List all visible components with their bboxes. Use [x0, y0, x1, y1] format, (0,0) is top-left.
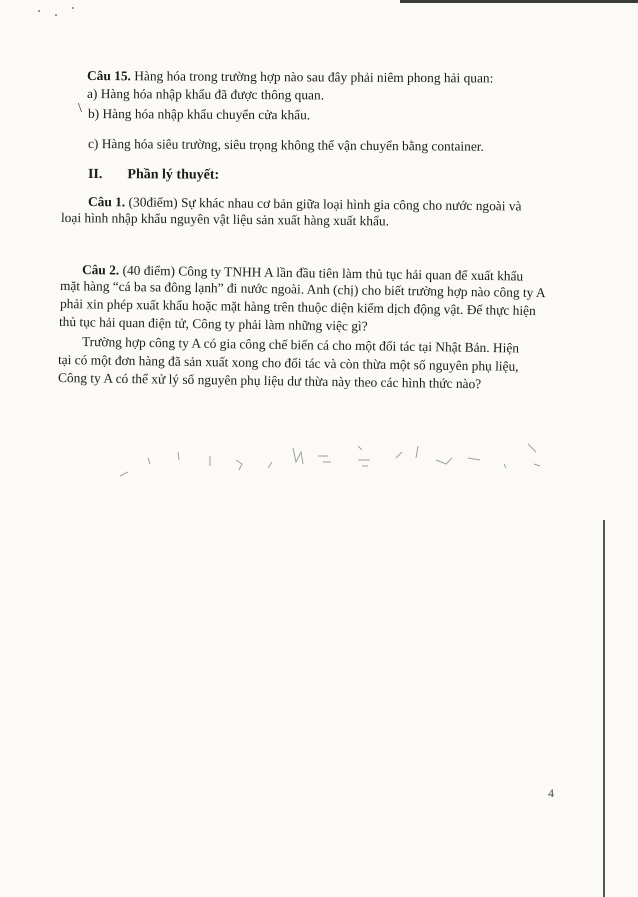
question-1-line-1: Câu 1. (30điểm) Sự khác nhau cơ bản giữa loại hình gia công cho nước ngoài và	[87, 194, 522, 214]
question-15-option-c: c) Hàng hóa siêu trường, siêu trọng không thể vận chuyển bằng container.	[87, 136, 484, 154]
section-heading	[88, 167, 219, 184]
question-15-option-a: a) Hàng hóa nhập khẩu đã được thông quan.	[86, 86, 325, 103]
question-15-text: Hàng hóa trong trường hợp nào sau đây phải niêm phong hải quan:	[134, 68, 494, 86]
question-2-line-5: Trường hợp công ty A có gia công chế biến cá cho một đối tác tại Nhật Bản. Hiện	[81, 334, 520, 356]
question-15-option-b: b) Hàng hóa nhập khẩu chuyển cửa khẩu.	[87, 106, 311, 123]
question-2-line-2: mặt hàng “cá ba sa đông lạnh” đi nước ngoài. Anh (chị) cho biết trường hợp nào công ty A	[59, 278, 546, 301]
page-number: 4	[548, 786, 554, 800]
question-2-line-3: phải xin phép xuất khẩu hoặc mặt hàng trên thuộc diện kiểm dịch động vật. Để thực hiện	[59, 296, 536, 319]
answer-tick-mark: \	[78, 101, 82, 116]
right-edge-shadow	[603, 520, 605, 897]
question-2-line-1: Câu 2. (40 điểm) Công ty TNHH A lần đầu tiên làm thủ tục hải quan để xuất khẩu	[81, 262, 524, 284]
top-edge-rule	[400, 0, 638, 3]
scan-speck	[72, 7, 74, 9]
question-15-label: Câu 15.	[86, 68, 131, 84]
scan-speck	[38, 10, 40, 12]
question-2-label: Câu 2.	[81, 262, 120, 278]
question-2-line-4: thủ tục hải quan điện tử, Công ty phải làm những việc gì?	[58, 314, 368, 334]
scan-speck	[55, 14, 57, 16]
section-numeral: II.	[87, 167, 103, 183]
question-2-line-7: Công ty A có thể xử lý số nguyên phụ liệu dư thừa này theo các hình thức nào?	[57, 370, 482, 392]
question-15-stem	[87, 68, 493, 86]
scan-noise-artifact	[118, 438, 558, 488]
section-title: Phần lý thuyết:	[127, 167, 220, 183]
question-1-line-2: loại hình nhập khẩu nguyên vật liệu sản xuất hàng xuất khẩu.	[60, 210, 390, 229]
question-1-label: Câu 1.	[87, 194, 126, 210]
question-2-line-6: tại có một đơn hàng đã sản xuất xong cho đối tác và còn thừa một số nguyên phụ liệu,	[57, 352, 519, 374]
